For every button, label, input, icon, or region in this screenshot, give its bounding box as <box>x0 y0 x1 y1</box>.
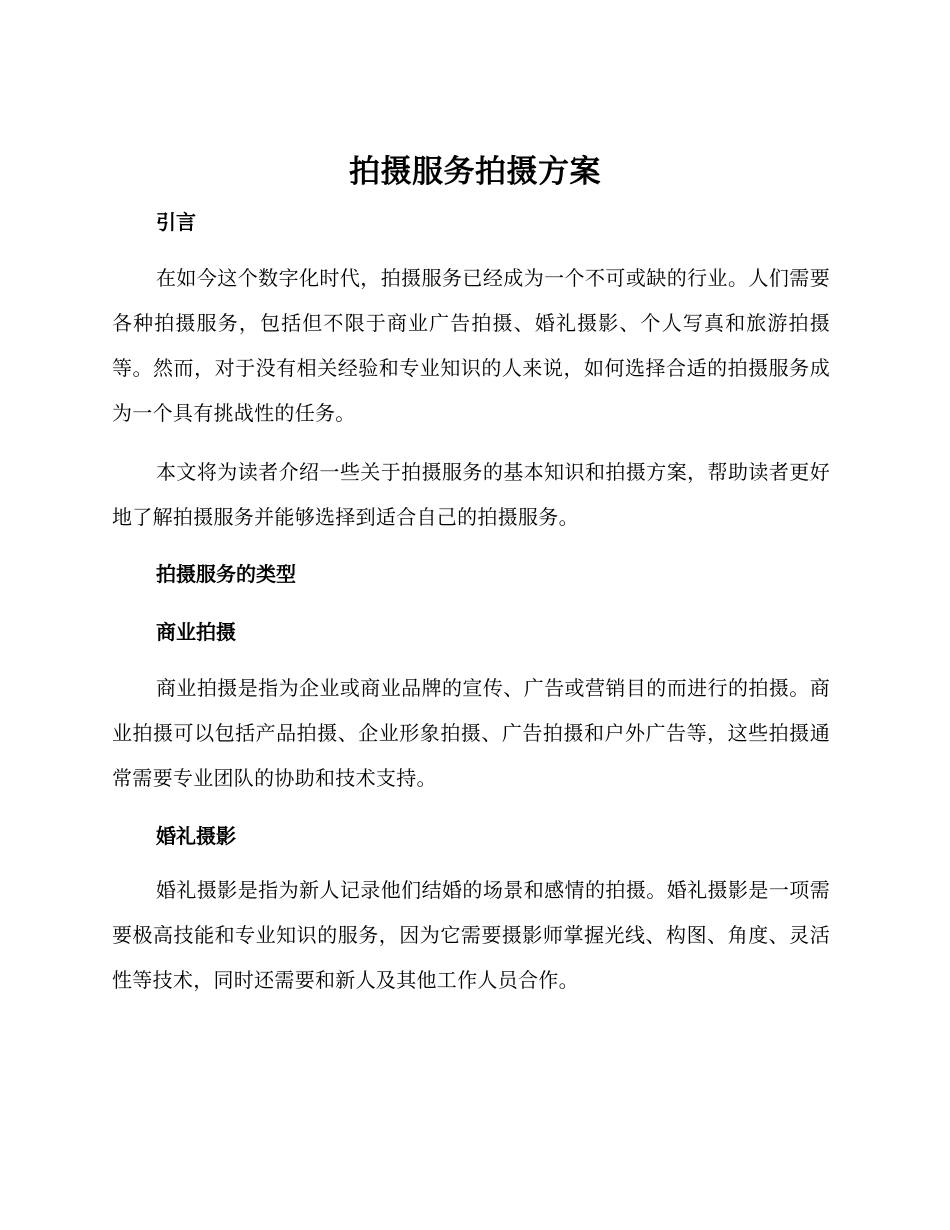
wedding-paragraph: 婚礼摄影是指为新人记录他们结婚的场景和感情的拍摄。婚礼摄影是一项需要极高技能和专业知识的服务，因为它需要摄影师掌握光线、构图、角度、灵活性等技术，同时还需要和新人及其他工作人员合作。 <box>112 878 830 992</box>
section-heading-service-types: 拍摄服务的类型 <box>156 562 296 586</box>
intro-paragraph-1: 在如今这个数字化时代，拍摄服务已经成为一个不可或缺的行业。人们需要各种拍摄服务，包括但不限于商业广告拍摄、婚礼摄影、个人写真和旅游拍摄等。然而，对于没有相关经验和专业知识的人来说，如何选择合适的拍摄服务成为一个具有挑战性的任务。 <box>112 266 830 425</box>
section-heading-intro: 引言 <box>156 210 196 234</box>
commercial-paragraph: 商业拍摄是指为企业或商业品牌的宣传、广告或营销目的而进行的拍摄。商业拍摄可以包括产品拍摄、企业形象拍摄、广告拍摄和户外广告等，这些拍摄通常需要专业团队的协助和技术支持。 <box>112 676 830 790</box>
intro-paragraph-2: 本文将为读者介绍一些关于拍摄服务的基本知识和拍摄方案，帮助读者更好地了解拍摄服务并能够选择到适合自己的拍摄服务。 <box>112 460 830 529</box>
section-heading-wedding: 婚礼摄影 <box>156 824 236 848</box>
document-title: 拍摄服务拍摄方案 <box>349 154 601 190</box>
section-heading-commercial: 商业拍摄 <box>156 620 236 644</box>
